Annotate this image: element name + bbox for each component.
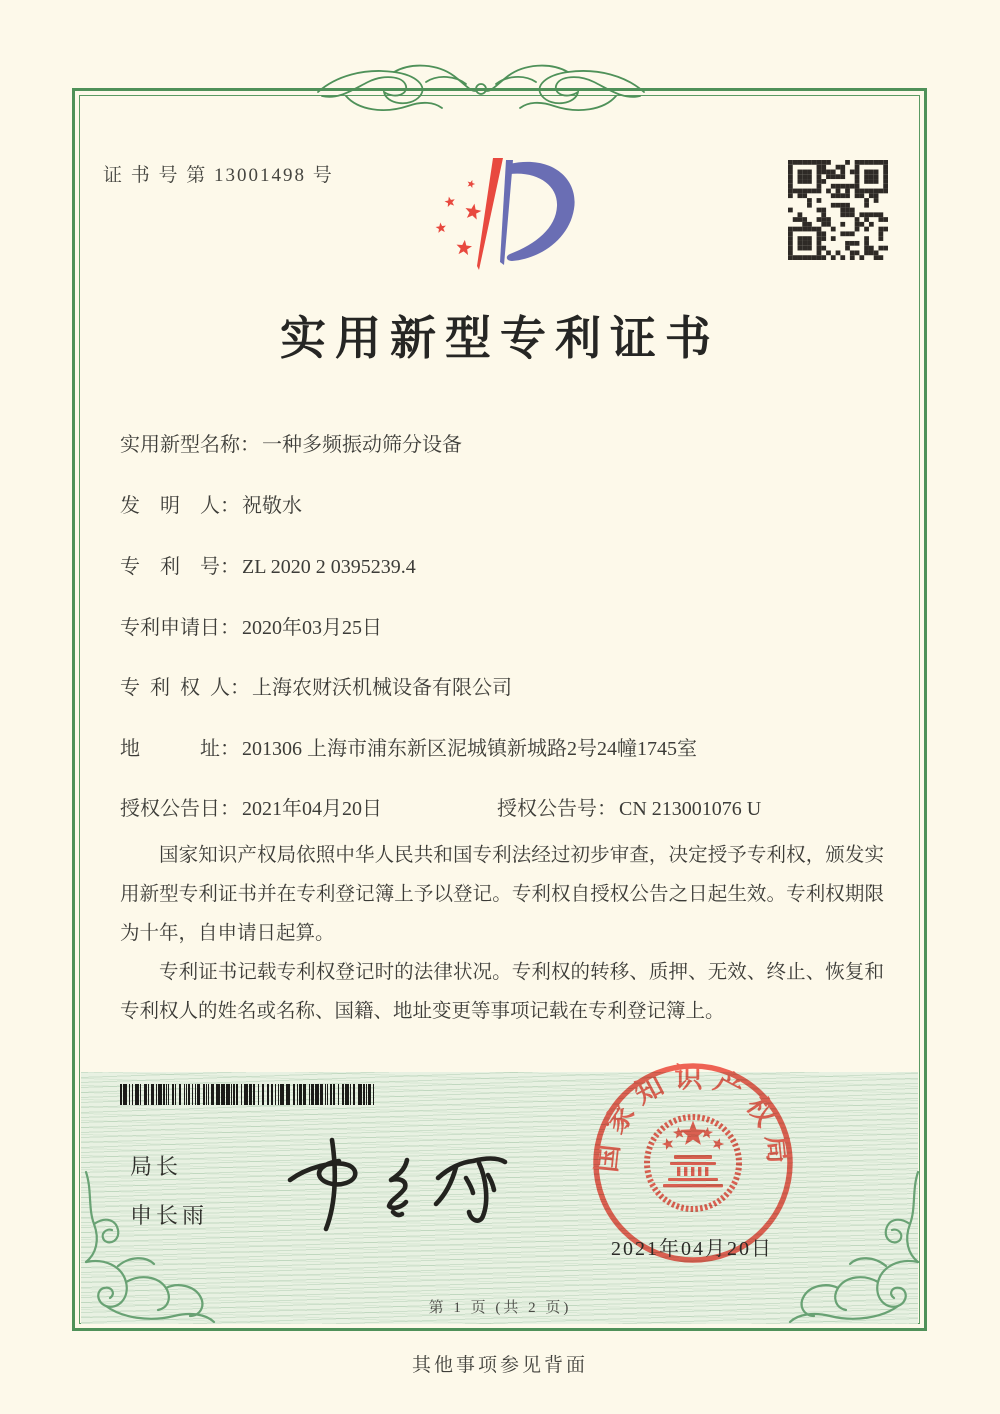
field-filing-date (120, 611, 900, 640)
field-inventor (120, 489, 900, 518)
signer-name: 申长雨 (130, 1203, 209, 1228)
top-scroll-ornament-icon (316, 62, 646, 118)
legal-text (120, 836, 884, 1031)
field-value: 201306 上海市浦东新区泥城镇新城路2号24幢1745室 (242, 738, 697, 760)
field-label: 地 址： (120, 738, 240, 760)
field-value: 2020年03月25日 (242, 617, 382, 639)
legal-paragraph-2: 专利证书记载专利权登记时的法律状况。专利权的转移、质押、无效、终止、恢复和专利权人的姓名或名称、国籍、地址变更等事项记载在专利登记簿上。 (120, 962, 884, 1022)
signer-block (130, 1150, 208, 1248)
legal-paragraph-1: 国家知识产权局依照中华人民共和国专利法经过初步审查，决定授予专利权，颁发实用新型专利证书并在专利登记簿上予以登记。专利权自授权公告之日起生效。专利权期限为十年，自申请日起算。 (120, 845, 884, 944)
field-patent-number (120, 550, 900, 579)
field-patentee (120, 671, 900, 700)
cnipa-logo-icon (425, 146, 585, 294)
grant-date-label: 授权公告日： (120, 798, 240, 820)
certificate-number: 证 书 号 第 13001498 号 (103, 165, 334, 186)
field-label: 发 明 人： (120, 495, 240, 517)
grant-date-value: 2021年04月20日 (242, 798, 382, 820)
signer-title: 局长 (130, 1154, 183, 1179)
field-label: 专 利 权 人： (120, 677, 250, 699)
field-address (120, 732, 900, 761)
qr-code-icon (788, 160, 888, 260)
field-label: 实用新型名称： (120, 434, 260, 456)
field-grant-announcement (120, 792, 900, 821)
field-value: 上海农财沃机械设备有限公司 (252, 677, 512, 699)
field-utility-model-name (120, 428, 900, 457)
barcode-icon (120, 1084, 376, 1105)
field-value: ZL 2020 2 0395239.4 (242, 556, 416, 578)
field-label: 专利申请日： (120, 617, 240, 639)
page-indicator: 第 1 页 (共 2 页) (428, 1300, 572, 1316)
signature-shen-changyu-icon (272, 1116, 517, 1234)
field-label: 专 利 号： (120, 556, 240, 578)
back-note: 其他事项参见背面 (411, 1355, 588, 1376)
certificate-title: 实用新型专利证书 (280, 313, 720, 364)
field-value: 祝敬水 (242, 495, 302, 517)
seal-date: 2021年04月20日 (611, 1238, 773, 1260)
grant-number-label: 授权公告号： (497, 798, 617, 820)
seal-arc-text: 国家知识产权局 (591, 1062, 795, 1174)
field-value: 一种多频振动筛分设备 (262, 434, 462, 456)
grant-number-value: CN 213001076 U (619, 798, 762, 820)
